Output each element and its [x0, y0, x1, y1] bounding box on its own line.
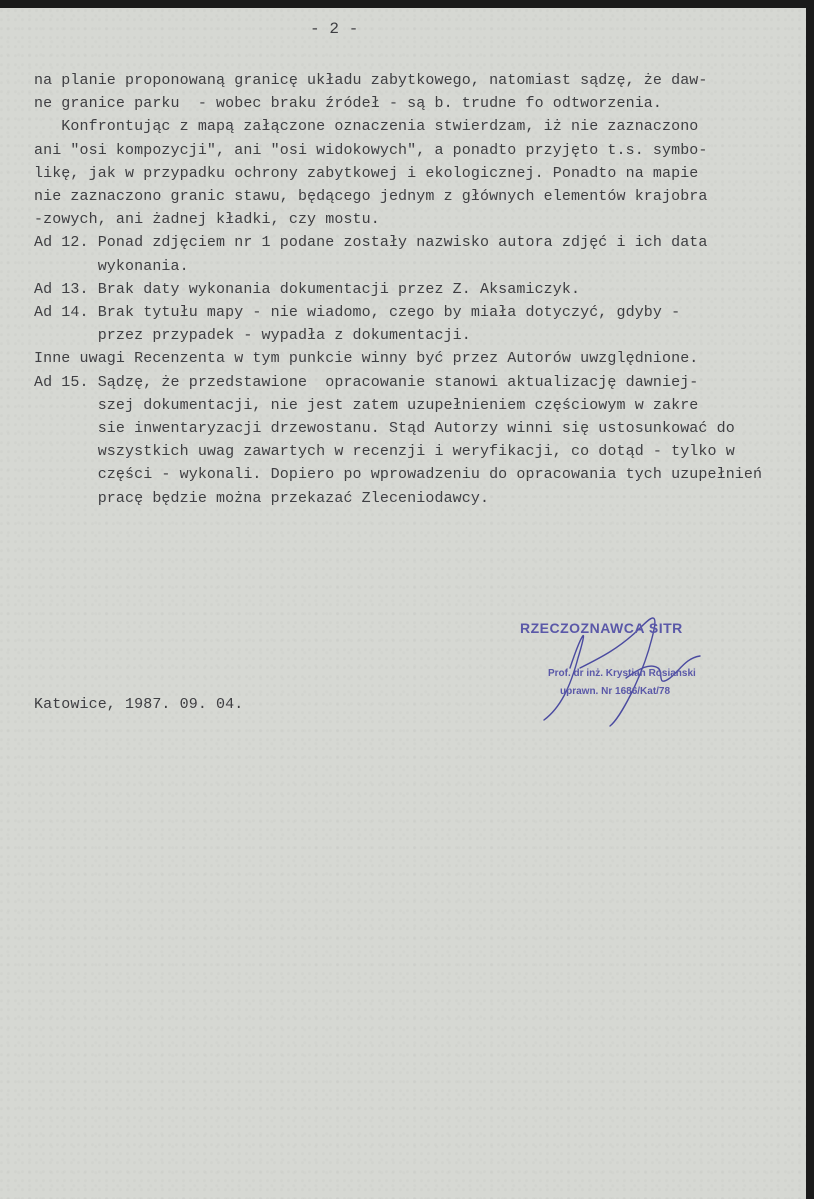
text-line: Konfrontując z mapą załączone oznaczenia stwierdzam, iż nie zaznaczono: [34, 118, 699, 136]
text-line: likę, jak w przypadku ochrony zabytkowej i ekologicznej. Ponadto na mapie: [34, 164, 699, 182]
text-line: części - wykonali. Dopiero po wprowadzeniu do opracowania tych uzupełnień: [34, 466, 763, 484]
text-line: Inne uwagi Recenzenta w tym punkcie winny być przez Autorów uwzględnione.: [34, 350, 699, 368]
text-line: szej dokumentacji, nie jest zatem uzupełnieniem częściowym w zakre: [34, 396, 699, 414]
text-line: ne granice parku - wobec braku źródeł - są b. trudne fo odtworzenia.: [34, 95, 663, 113]
stamp-license: uprawn. Nr 1686/Kat/78: [560, 686, 671, 697]
text-line: Ad 13. Brak daty wykonania dokumentacji przez Z. Aksamiczyk.: [34, 280, 581, 298]
text-line: -zowych, ani żadnej kładki, czy mostu.: [34, 211, 380, 229]
place-date: Katowice, 1987. 09. 04.: [34, 696, 244, 713]
text-line: ani "osi kompozycji", ani "osi widokowych", a ponadto przyjęto t.s. symbo-: [34, 141, 708, 159]
text-line: wszystkich uwag zawartych w recenzji i weryfikacji, co dotąd - tylko w: [34, 443, 735, 461]
text-line: przez przypadek - wypadła z dokumentacji.: [34, 327, 471, 345]
page-number: - 2 -: [310, 20, 359, 38]
document-page: [0, 8, 806, 1199]
text-line: Ad 12. Ponad zdjęciem nr 1 podane zostały nazwisko autora zdjęć i ich data: [34, 234, 708, 252]
stamp-name: Prof. dr inż. Krystian Rosiański: [548, 668, 696, 679]
text-line: Ad 14. Brak tytułu mapy - nie wiadomo, czego by miała dotyczyć, gdyby -: [34, 304, 681, 321]
text-line: Ad 15. Sądzę, że przedstawione opracowanie stanowi aktualizację dawniej-: [34, 373, 699, 391]
text-line: nie zaznaczono granic stawu, będącego jednym z głównych elementów krajobra: [34, 188, 708, 205]
text-line: sie inwentaryzacji drzewostanu. Stąd Autorzy winni się ustosunkować do: [34, 420, 735, 437]
text-line: na planie proponowaną granicę układu zabytkowego, natomiast sądzę, że daw-: [34, 72, 708, 89]
stamp-title: RZECZOZNAWCA SITR: [520, 620, 683, 636]
text-line: pracę będzie można przekazać Zleceniodawcy.: [34, 489, 490, 507]
text-line: wykonania.: [34, 257, 189, 275]
